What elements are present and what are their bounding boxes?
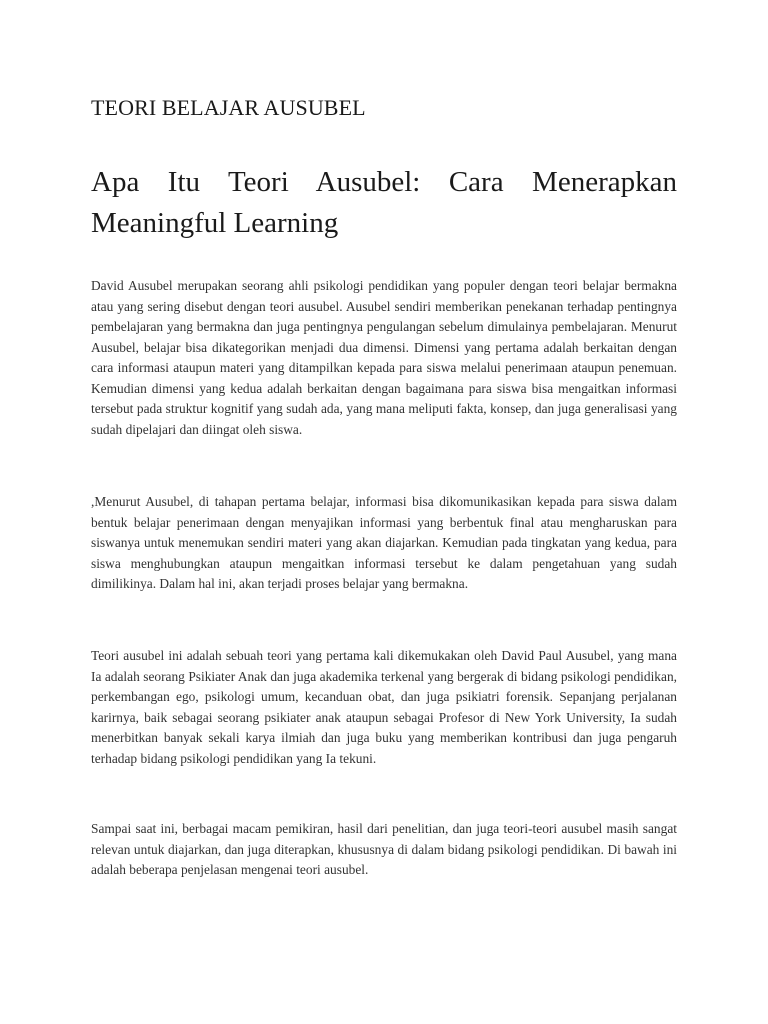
paragraph-4: Sampai saat ini, berbagai macam pemikiran, hasil dari penelitian, dan juga teori-teori ausubel masih sangat relevan untuk diajarkan, dan juga diterapkan, khususnya di dalam bidang psikologi pendidikan. Di bawah ini adalah beberapa penjelasan mengenai teori ausubel. <box>91 821 677 877</box>
paragraph-2: ,Menurut Ausubel, di tahapan pertama belajar, informasi bisa dikomunikasikan kepada para siswa dalam bentuk belajar penerimaan dengan menyajikan informasi yang berbentuk final atau mengharuskan para siswanya untuk menemukan sendiri materi yang akan diajarkan. Kemudian pada tingkatan yang kedua, para siswa menghubungkan ataupun mengaitkan informasi tersebut ke dalam pengetahuan yang sudah dimilikinya. Dalam hal ini, akan terjadi proses belajar yang bermakna. <box>91 494 677 591</box>
paragraph-1: David Ausubel merupakan seorang ahli psikologi pendidikan yang populer dengan teori belajar bermakna atau yang sering disebut dengan teori ausubel. Ausubel sendiri memberikan penekanan terhadap pentingnya pembelajaran yang bermakna dan juga pentingnya pengulangan sebelum dimulainya pembelajaran. Menurut Ausubel, belajar bisa dikategorikan menjadi dua dimensi. Dimensi yang pertama adalah berkaitan dengan cara informasi ataupun materi yang ditampilkan kepada para siswa melalui penerimaan ataupun penemuan. Kemudian dimensi yang kedua adalah berkaitan dengan bagaimana para siswa bisa mengaitkan informasi tersebut pada struktur kognitif yang sudah ada, yang mana meliputi fakta, konsep, dan juga generalisasi yang sudah dipelajari dan diingat oleh siswa. <box>91 278 677 437</box>
document-heading: TEORI BELAJAR AUSUBEL <box>91 95 366 120</box>
article-title: Apa Itu Teori Ausubel: Cara Menerapkan Meaningful Learning <box>91 166 677 239</box>
paragraph-3: Teori ausubel ini adalah sebuah teori yang pertama kali dikemukakan oleh David Paul Ausubel, yang mana Ia adalah seorang Psikiater Anak dan juga akademika terkenal yang bergerak di bidang psikologi pendidikan, perkembangan ego, psikologi umum, kecanduan obat, dan juga psikiatri forensik. Sepanjang perjalanan karirnya, baik sebagai seorang psikiater anak ataupun sebagai Profesor di New York University, Ia sudah menerbitkan banyak sekali karya ilmiah dan juga buku yang memberikan kontribusi dan juga pengaruh terhadap bidang psikologi pendidikan yang Ia tekuni. <box>91 648 677 766</box>
